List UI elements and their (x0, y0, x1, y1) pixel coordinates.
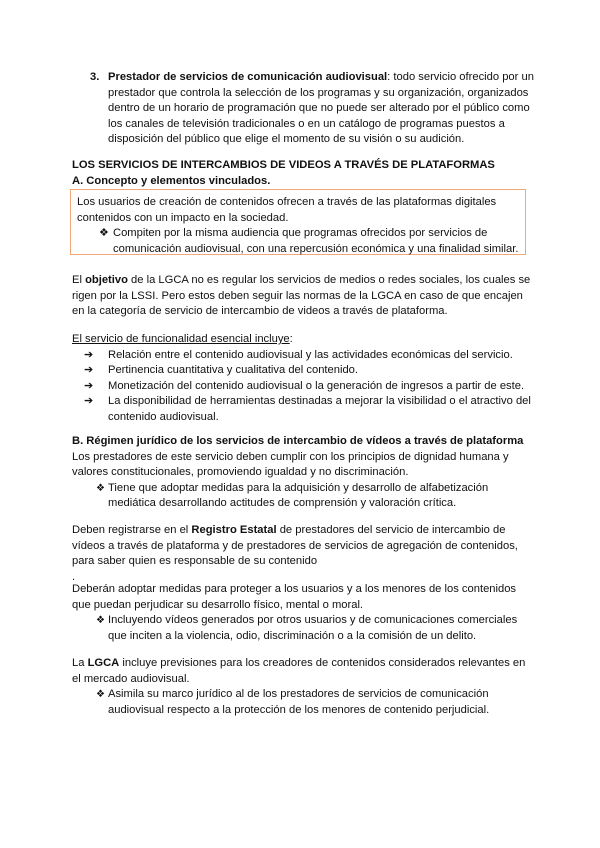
item-number: 3. (90, 71, 100, 83)
funcional-heading (72, 332, 534, 348)
section-heading (72, 158, 534, 189)
lgca-rest: incluye previsiones para los creadores de contenidos considerados relevantes en el mercado audiovisual. (72, 657, 526, 685)
diamond-bullet-icon: ❖ (96, 482, 105, 494)
lgca-bullet (72, 687, 534, 718)
funcional-list-block (72, 332, 534, 426)
list-item-text: Monetización del contenido audiovisual o la generación de ingresos a partir de este. (108, 379, 525, 392)
section-title: LOS SERVICIOS DE INTERCAMBIOS DE VIDEOS A TRAVÉS DE PLATAFORMAS (72, 159, 495, 171)
diamond-bullet-icon: ❖ (99, 227, 110, 240)
list-item (72, 394, 534, 425)
arrow-bullet-icon: ➔ (84, 395, 94, 408)
list-item-text: Pertinencia cuantitativa y cualitativa del contenido. (108, 364, 359, 377)
diamond-bullet-icon: ❖ (96, 615, 105, 627)
lgca-pre: La (72, 657, 88, 669)
section-b-bullet (72, 481, 534, 512)
list-item-text: La disponibilidad de herramientas destinadas a mejorar la visibilidad o el atractivo del contenido audiovisual. (108, 395, 531, 423)
registro-pre: Deben registrarse en el (72, 524, 192, 536)
item-term: Prestador de servicios de comunicación audiovisual (108, 71, 388, 83)
section-a-title: A. Concepto y elementos vinculados. (72, 174, 271, 187)
box-bullet-text: Compiten por la misma audiencia que programas ofrecidos por servicios de comunicación audiovisual, con una repercusión económica y una finalidad similar. (113, 227, 519, 255)
objetivo-bold: objetivo (85, 274, 128, 286)
lgca-paragraph (72, 656, 534, 687)
section-b-bullet-text: Tiene que adoptar medidas para la adquisición y desarrollo de alfabetización mediática desarrollando actitudes de comprensión y valoración crítica. (108, 481, 489, 510)
medidas-bullet-text: Incluyendo vídeos generados por otros usuarios y de comunicaciones comerciales que inciten a la violencia, odio, discriminación o a la comisión de un delito. (108, 614, 518, 642)
section-b-text: Los prestadores de este servicio deben cumplir con los principios de dignidad humana y valores constitucionales, promoviendo igualdad y no discriminación. (72, 450, 509, 479)
medidas-text: Deberán adoptar medidas para proteger a los usuarios y a los menores de los contenidos que puedan perjudicar su desarrollo físico, mental o moral. (72, 583, 517, 611)
list-item (72, 363, 534, 379)
list-item (72, 379, 534, 395)
funcional-heading-text: El servicio de funcionalidad esencial incluye (72, 333, 290, 345)
box-text: Los usuarios de creación de contenidos ofrecen a través de las plataformas digitales contenidos con un impacto en la sociedad. (77, 196, 497, 224)
registro-paragraph (72, 523, 534, 570)
list-item (72, 348, 534, 364)
registro-dot: . (72, 570, 76, 583)
lgca-bullet-text: Asimila su marco jurídico al de los prestadores de servicios de comunicación audiovisual respecto a la protección de los menores de contenido perjudicial. (108, 688, 490, 716)
medidas-bullet (72, 613, 534, 644)
item-definition: : todo servicio ofrecido por un prestador que controla la selección de los programas y su organización, organizados dentro de un horario de programación que no puede ser alterado por el público como los canales de televisión tradicionales o en un catálogo de programas puestos a disposición del público que elige el momento de su visión o su audición. (108, 71, 534, 146)
list-item-text: Relación entre el contenido audiovisual y las actividades económicas del servicio. (108, 348, 513, 361)
objetivo-pre: El (72, 274, 86, 286)
funcional-heading-colon: : (289, 333, 293, 345)
arrow-bullet-icon: ➔ (84, 379, 94, 392)
arrow-bullet-icon: ➔ (84, 348, 94, 361)
medidas-block (72, 582, 534, 644)
item-text (108, 70, 536, 148)
highlight-box (70, 189, 526, 255)
registro-block (72, 523, 534, 585)
lgca-block (72, 656, 534, 718)
lgca-bold: LGCA (87, 657, 120, 669)
section-b-block (72, 434, 534, 512)
arrow-bullet-icon: ➔ (84, 364, 94, 377)
diamond-bullet-icon: ❖ (96, 689, 105, 701)
registro-bold: Registro Estatal (191, 524, 277, 536)
box-bullet (77, 226, 519, 257)
registro-rest: de prestadores del servicio de intercambio de vídeos a través de plataforma y de prestadores de servicios de agregación de contenidos, para saber quien es responsable de su contenido (72, 524, 518, 568)
objetivo-rest: de la LGCA no es regular los servicios de medios o redes sociales, los cuales se rigen por la LSSI. Pero estos deben seguir las normas de la LGCA en caso de que encajen en la categoría de servicio de intercambio de videos a través de plataforma. (72, 274, 531, 318)
objetivo-paragraph (72, 273, 534, 320)
section-b-title: B. Régimen jurídico de los servicios de intercambio de vídeos a través de plataforma (72, 435, 524, 447)
